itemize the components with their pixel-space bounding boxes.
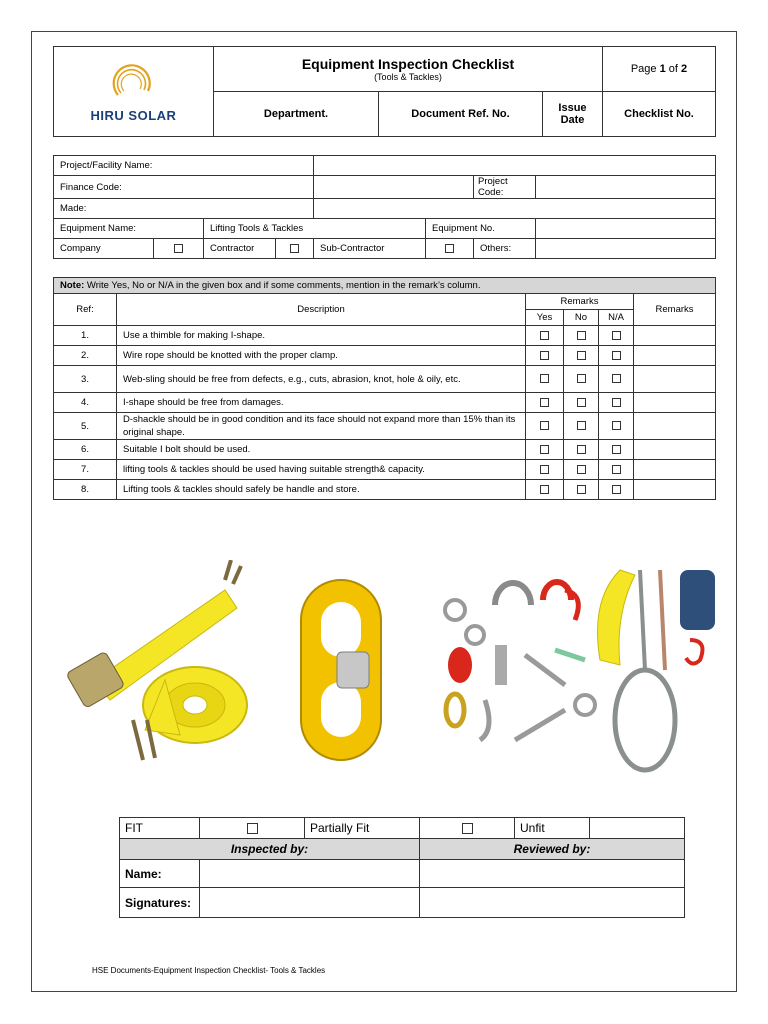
no-checkbox[interactable] [564, 393, 599, 413]
header-table [53, 46, 716, 137]
col-remarks-header: Remarks [634, 294, 716, 326]
checklist-items [54, 326, 716, 500]
equipment-name-value: Lifting Tools & Tackles [204, 219, 426, 239]
contractor-checkbox[interactable] [276, 239, 314, 259]
row-description: lifting tools & tackles should be used having suitable strength& capacity. [117, 460, 526, 480]
row-ref: 8. [54, 480, 117, 500]
no-checkbox[interactable] [564, 413, 599, 440]
contractor-label: Contractor [204, 239, 276, 259]
sun-logo-icon [104, 61, 164, 105]
finance-code-field[interactable] [314, 176, 474, 199]
project-facility-label: Project/Facility Name: [54, 156, 314, 176]
na-checkbox[interactable] [599, 413, 634, 440]
row-ref: 1. [54, 326, 117, 346]
subcontractor-label: Sub-Contractor [314, 239, 426, 259]
remarks-field[interactable] [634, 480, 716, 500]
col-na-header: N/A [599, 310, 634, 326]
col-ref-header: Ref: [54, 294, 117, 326]
table-row [54, 346, 716, 366]
yes-checkbox[interactable] [526, 326, 564, 346]
made-field[interactable] [314, 199, 716, 219]
yes-checkbox[interactable] [526, 440, 564, 460]
inspector-signature-field[interactable] [200, 888, 420, 918]
fit-label: FIT [120, 818, 200, 839]
issue-date-label: Issue Date [543, 92, 603, 137]
table-row [54, 326, 716, 346]
remarks-field[interactable] [634, 326, 716, 346]
page-subtitle: (Tools & Tackles) [374, 72, 442, 82]
yes-checkbox[interactable] [526, 393, 564, 413]
others-label: Others: [474, 239, 536, 259]
title-cell [214, 47, 603, 92]
col-remarks-group-header: Remarks [526, 294, 634, 310]
row-ref: 4. [54, 393, 117, 413]
row-ref: 3. [54, 366, 117, 393]
page-number: Page 1 of 2 [603, 47, 716, 92]
row-ref: 2. [54, 346, 117, 366]
col-yes-header: Yes [526, 310, 564, 326]
project-facility-field[interactable] [314, 156, 716, 176]
unfit-label: Unfit [515, 818, 590, 839]
na-checkbox[interactable] [599, 393, 634, 413]
row-ref: 7. [54, 460, 117, 480]
table-row [54, 440, 716, 460]
col-no-header: No [564, 310, 599, 326]
remarks-field[interactable] [634, 366, 716, 393]
remarks-field[interactable] [634, 393, 716, 413]
no-checkbox[interactable] [564, 346, 599, 366]
result-table [119, 817, 685, 918]
remarks-field[interactable] [634, 460, 716, 480]
others-field[interactable] [536, 239, 716, 259]
row-description: I-shape should be free from damages. [117, 393, 526, 413]
remarks-field[interactable] [634, 440, 716, 460]
connecting-link-icon [301, 580, 381, 760]
na-checkbox[interactable] [599, 326, 634, 346]
company-logo [54, 47, 214, 137]
row-description: Lifting tools & tackles should safely be handle and store. [117, 480, 526, 500]
finance-code-label: Finance Code: [54, 176, 314, 199]
na-checkbox[interactable] [599, 460, 634, 480]
table-row [54, 460, 716, 480]
no-checkbox[interactable] [564, 440, 599, 460]
doc-ref-label: Document Ref. No. [379, 92, 543, 137]
footer-text: HSE Documents-Equipment Inspection Checklist- Tools & Tackles [92, 966, 326, 975]
table-row [54, 413, 716, 440]
reviewer-name-field[interactable] [420, 860, 685, 888]
subcontractor-checkbox[interactable] [426, 239, 474, 259]
no-checkbox[interactable] [564, 480, 599, 500]
table-row [54, 480, 716, 500]
no-checkbox[interactable] [564, 460, 599, 480]
project-code-field[interactable] [536, 176, 716, 199]
no-checkbox[interactable] [564, 326, 599, 346]
page-title: Equipment Inspection Checklist [301, 56, 515, 72]
reviewer-signature-field[interactable] [420, 888, 685, 918]
partially-fit-label: Partially Fit [305, 818, 420, 839]
remarks-field[interactable] [634, 413, 716, 440]
fit-checkbox[interactable] [200, 818, 305, 839]
equipment-no-label: Equipment No. [426, 219, 536, 239]
checklist-no-label: Checklist No. [603, 92, 716, 137]
yes-checkbox[interactable] [526, 460, 564, 480]
no-checkbox[interactable] [564, 366, 599, 393]
na-checkbox[interactable] [599, 366, 634, 393]
na-checkbox[interactable] [599, 480, 634, 500]
row-description: Use a thimble for making I-shape. [117, 326, 526, 346]
equipment-name-label: Equipment Name: [54, 219, 204, 239]
ratchet-strap-icon [66, 560, 247, 760]
web-sling-wire-rope-icon [598, 570, 716, 770]
row-description: Wire rope should be knotted with the proper clamp. [117, 346, 526, 366]
yes-checkbox[interactable] [526, 346, 564, 366]
reviewed-by-label: Reviewed by: [420, 839, 685, 860]
name-label: Name: [120, 860, 200, 888]
na-checkbox[interactable] [599, 346, 634, 366]
row-description: D-shackle should be in good condition and its face should not expand more than 15% than its original shape. [117, 413, 526, 440]
row-description: Suitable I bolt should be used. [117, 440, 526, 460]
department-label: Department. [214, 92, 379, 137]
company-label: Company [54, 239, 154, 259]
made-label: Made: [54, 199, 314, 219]
checklist-table [53, 277, 716, 500]
row-ref: 5. [54, 413, 117, 440]
inspector-name-field[interactable] [200, 860, 420, 888]
col-description-header: Description [117, 294, 526, 326]
logo-text: HIRU SOLAR [90, 107, 177, 123]
table-row [54, 366, 716, 393]
info-table [53, 155, 716, 259]
na-checkbox[interactable] [599, 440, 634, 460]
row-ref: 6. [54, 440, 117, 460]
inspected-by-label: Inspected by: [120, 839, 420, 860]
table-row [54, 393, 716, 413]
unfit-checkbox[interactable] [590, 818, 685, 839]
row-description: Web-sling should be free from defects, e.g., cuts, abrasion, knot, hole & oily, etc. [117, 366, 526, 393]
project-code-label: Project Code: [474, 176, 536, 199]
remarks-field[interactable] [634, 346, 716, 366]
company-checkbox[interactable] [154, 239, 204, 259]
equipment-no-field[interactable] [536, 219, 716, 239]
note-row: Note: Write Yes, No or N/A in the given box and if some comments, mention in the remark’s column. [54, 278, 716, 294]
yes-checkbox[interactable] [526, 366, 564, 393]
yes-checkbox[interactable] [526, 413, 564, 440]
signatures-label: Signatures: [120, 888, 200, 918]
rigging-hardware-icon [445, 582, 595, 740]
partially-fit-checkbox[interactable] [420, 818, 515, 839]
yes-checkbox[interactable] [526, 480, 564, 500]
equipment-photos [55, 560, 715, 775]
